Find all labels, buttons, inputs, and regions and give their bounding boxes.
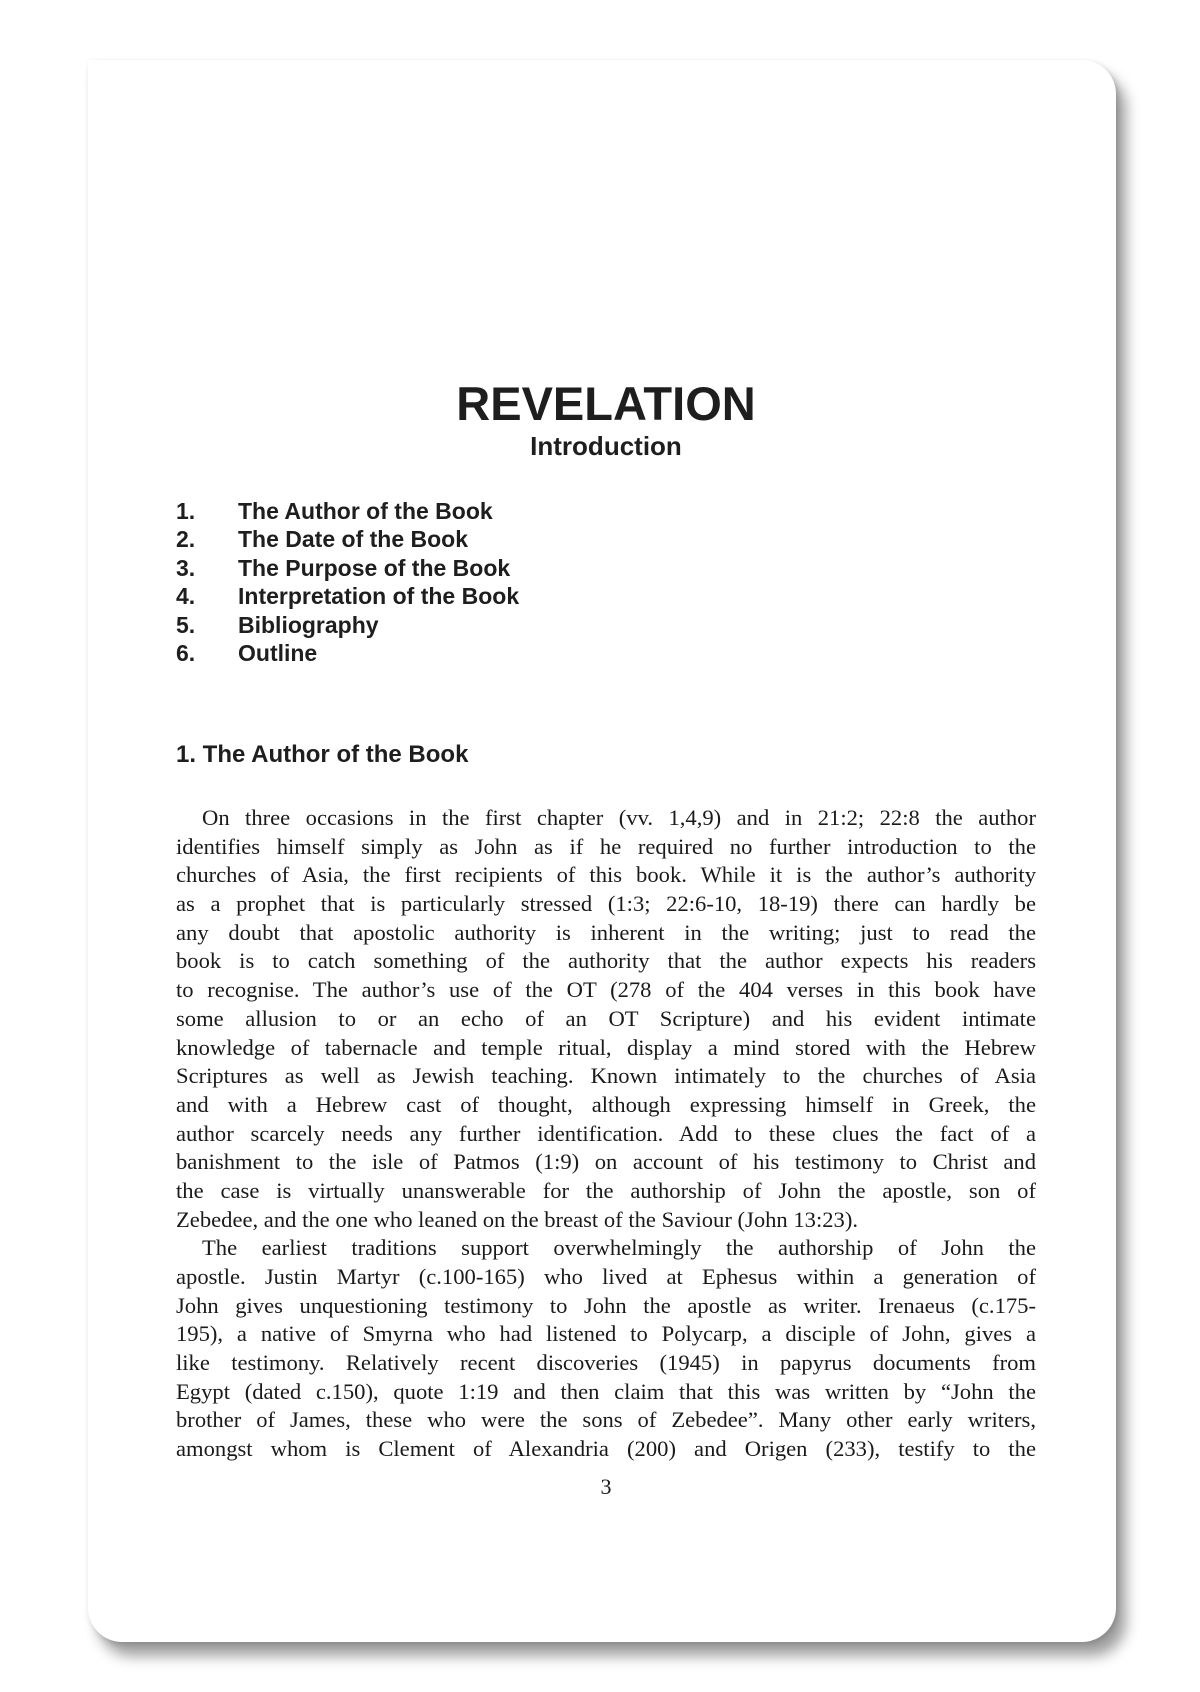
text-line: to recognise. The author’s use of the OT (278 of the 404 verses in this book have	[176, 977, 1036, 1003]
text-line: identifies himself simply as John as if he required no further introduction to the	[176, 833, 1036, 859]
page-content	[176, 60, 1036, 1642]
text-line: brother of James, these who were the sons of Zebedee”. Many other early writers,	[176, 1407, 1036, 1433]
toc-item	[176, 525, 519, 553]
text-line: some allusion to or an echo of an OT Scripture) and his evident intimate	[176, 1005, 1036, 1031]
toc-item-label: The Date of the Book	[238, 526, 469, 553]
text-line: On three occasions in the first chapter (vv. 1,4,9) and in 21:2; 22:8 the author	[202, 805, 1036, 830]
body-text	[176, 804, 1036, 1464]
text-line: amongst whom is Clement of Alexandria (200) and Origen (233), testify to the	[176, 1436, 1036, 1462]
text-line: the case is virtually unanswerable for the authorship of John the apostle, son of	[176, 1177, 1036, 1203]
paragraph-2	[176, 1234, 1036, 1464]
text-line: 195), a native of Smyrna who had listened to Polycarp, a disciple of John, gives a	[176, 1321, 1036, 1347]
text-line: as a prophet that is particularly stressed (1:3; 22:6-10, 18-19) there can hardly be	[176, 891, 1036, 917]
text-line: Scriptures as well as Jewish teaching. Known intimately to the churches of Asia	[176, 1063, 1036, 1089]
toc-item	[176, 639, 519, 667]
text-line: Zebedee, and the one who leaned on the breast of the Saviour (John 13:23).	[176, 1206, 858, 1232]
toc-item	[176, 554, 519, 582]
text-line: like testimony. Relatively recent discoveries (1945) in papyrus documents from	[176, 1350, 1036, 1376]
page-number: 3	[600, 1474, 612, 1499]
toc-item	[176, 497, 519, 525]
text-line: knowledge of tabernacle and temple ritual, display a mind stored with the Hebrew	[176, 1034, 1036, 1060]
text-line: Egypt (dated c.150), quote 1:19 and then claim that this was written by “John the	[176, 1378, 1036, 1404]
text-line: The earliest traditions support overwhelmingly the authorship of John the	[202, 1235, 1036, 1261]
toc-item-label: The Purpose of the Book	[238, 554, 511, 581]
text-line: and with a Hebrew cast of thought, although expressing himself in Greek, the	[176, 1091, 1036, 1117]
toc-item	[176, 611, 519, 639]
table-of-contents	[176, 497, 519, 667]
document-title: REVELATION	[456, 377, 756, 430]
toc-item-label: The Author of the Book	[238, 498, 493, 524]
toc-item-number: 6.	[176, 639, 196, 666]
toc-item-label: Interpretation of the Book	[238, 583, 520, 610]
text-line: churches of Asia, the first recipients of this book. While it is the author’s authority	[176, 862, 1036, 888]
text-line: any doubt that apostolic authority is inherent in the writing; just to read the	[176, 919, 1036, 945]
text-line: banishment to the isle of Patmos (1:9) on account of his testimony to Christ and	[176, 1149, 1036, 1175]
toc-item-label: Bibliography	[238, 611, 379, 638]
text-line: author scarcely needs any further identification. Add to these clues the fact of a	[176, 1120, 1036, 1146]
toc-item-number: 1.	[176, 498, 196, 524]
toc-item	[176, 582, 519, 610]
document-page	[88, 60, 1116, 1642]
toc-item-number: 3.	[176, 554, 196, 581]
document-subtitle: Introduction	[530, 431, 682, 461]
paragraph-1	[176, 804, 1036, 1234]
toc-item-label: Outline	[238, 639, 318, 666]
toc-item-number: 5.	[176, 611, 196, 638]
section-heading: 1. The Author of the Book	[176, 741, 469, 768]
toc-item-number: 2.	[176, 526, 196, 553]
toc-item-number: 4.	[176, 583, 196, 610]
text-line: book is to catch something of the authority that the author expects his readers	[176, 948, 1036, 974]
text-line: John gives unquestioning testimony to John the apostle as writer. Irenaeus (c.175-	[176, 1292, 1036, 1318]
text-line: apostle. Justin Martyr (c.100-165) who lived at Ephesus within a generation of	[176, 1264, 1036, 1289]
